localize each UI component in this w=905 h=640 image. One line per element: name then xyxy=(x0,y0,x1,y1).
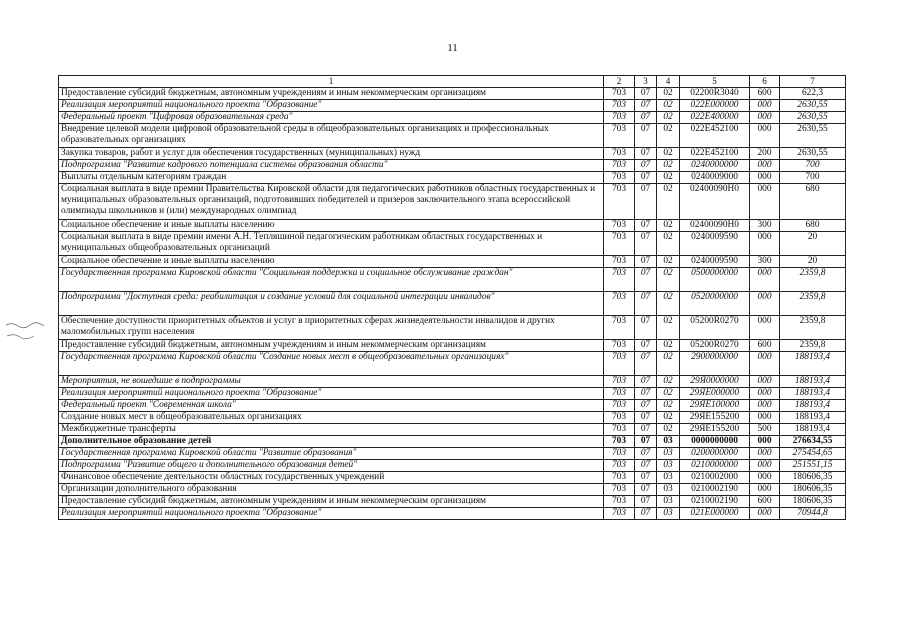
table-row xyxy=(59,184,846,220)
row-code-cell: 703 xyxy=(604,256,635,268)
table-row xyxy=(59,220,846,232)
column-header: 3 xyxy=(635,76,657,88)
row-expense-type-cell: 000 xyxy=(750,100,780,112)
row-subsection-cell: 03 xyxy=(657,496,680,508)
row-code-cell: 703 xyxy=(604,88,635,100)
row-amount-cell: 700 xyxy=(780,172,846,184)
row-expense-type-cell: 600 xyxy=(750,496,780,508)
row-name-cell: Социальная выплата в виде премии Правительства Кировской области для педагогических работников областных государственных и муниципальных образовательных организаций, подготовивших победителей и призеров заключительного этапа всероссийской олимпиады школьников и (или) международных олимпиад xyxy=(59,184,604,220)
row-section-cell: 07 xyxy=(635,148,657,160)
row-name-cell: Подпрограмма "Развитие общего и дополнительного образования детей" xyxy=(59,460,604,472)
row-expense-type-cell: 600 xyxy=(750,88,780,100)
table-row xyxy=(59,352,846,376)
row-name-cell: Реализация мероприятий национального проекта "Образование" xyxy=(59,100,604,112)
row-amount-cell: 275454,65 xyxy=(780,448,846,460)
row-subsection-cell: 02 xyxy=(657,412,680,424)
row-subsection-cell: 03 xyxy=(657,484,680,496)
row-article-cell: 02400090Н0 xyxy=(680,220,750,232)
row-name-cell: Федеральный проект "Цифровая образовательная среда" xyxy=(59,112,604,124)
row-subsection-cell: 03 xyxy=(657,472,680,484)
row-article-cell: 021E000000 xyxy=(680,508,750,520)
row-subsection-cell: 03 xyxy=(657,460,680,472)
row-article-cell: 022E452100 xyxy=(680,148,750,160)
table-row xyxy=(59,292,846,316)
row-section-cell: 07 xyxy=(635,232,657,256)
row-article-cell: 0240009590 xyxy=(680,232,750,256)
table-row xyxy=(59,232,846,256)
row-article-cell: 2900000000 xyxy=(680,352,750,376)
row-subsection-cell: 03 xyxy=(657,508,680,520)
row-article-cell: 02200R3040 xyxy=(680,88,750,100)
row-amount-cell: 251551,15 xyxy=(780,460,846,472)
row-code-cell: 703 xyxy=(604,508,635,520)
row-subsection-cell: 02 xyxy=(657,220,680,232)
row-name-cell: Предоставление субсидий бюджетным, автономным учреждениям и иным некоммерческим организациям xyxy=(59,496,604,508)
row-name-cell: Дополнительное образование детей xyxy=(59,436,604,448)
row-name-cell: Государственная программа Кировской области "Развитие образования" xyxy=(59,448,604,460)
row-expense-type-cell: 300 xyxy=(750,220,780,232)
row-name-cell: Социальное обеспечение и иные выплаты населению xyxy=(59,256,604,268)
row-section-cell: 07 xyxy=(635,484,657,496)
margin-scribble xyxy=(4,320,54,342)
row-amount-cell: 180606,35 xyxy=(780,496,846,508)
row-expense-type-cell: 000 xyxy=(750,436,780,448)
row-subsection-cell: 02 xyxy=(657,388,680,400)
table-row xyxy=(59,172,846,184)
row-code-cell: 703 xyxy=(604,172,635,184)
row-code-cell: 703 xyxy=(604,460,635,472)
row-article-cell: 0520000000 xyxy=(680,292,750,316)
row-expense-type-cell: 000 xyxy=(750,388,780,400)
row-article-cell: 29Я0000000 xyxy=(680,376,750,388)
table-row xyxy=(59,316,846,340)
row-code-cell: 703 xyxy=(604,412,635,424)
row-section-cell: 07 xyxy=(635,472,657,484)
row-subsection-cell: 02 xyxy=(657,112,680,124)
row-section-cell: 07 xyxy=(635,160,657,172)
row-amount-cell: 680 xyxy=(780,184,846,220)
row-subsection-cell: 02 xyxy=(657,316,680,340)
row-code-cell: 703 xyxy=(604,388,635,400)
row-section-cell: 07 xyxy=(635,256,657,268)
row-name-cell: Создание новых мест в общеобразовательных организациях xyxy=(59,412,604,424)
row-expense-type-cell: 000 xyxy=(750,400,780,412)
row-expense-type-cell: 000 xyxy=(750,484,780,496)
row-code-cell: 703 xyxy=(604,352,635,376)
row-code-cell: 703 xyxy=(604,448,635,460)
row-name-cell: Социальная выплата в виде премии имени А.Н. Тепляшиной педагогическим работникам областных государственных и муниципальных общеобразовательных организаций xyxy=(59,232,604,256)
row-code-cell: 703 xyxy=(604,316,635,340)
column-header: 4 xyxy=(657,76,680,88)
row-code-cell: 703 xyxy=(604,400,635,412)
row-expense-type-cell: 000 xyxy=(750,124,780,148)
row-expense-type-cell: 000 xyxy=(750,412,780,424)
row-article-cell: 0210002000 xyxy=(680,472,750,484)
row-section-cell: 07 xyxy=(635,88,657,100)
row-code-cell: 703 xyxy=(604,100,635,112)
row-code-cell: 703 xyxy=(604,292,635,316)
row-section-cell: 07 xyxy=(635,400,657,412)
row-expense-type-cell: 000 xyxy=(750,292,780,316)
row-name-cell: Предоставление субсидий бюджетным, автономным учреждениям и иным некоммерческим организациям xyxy=(59,88,604,100)
table-row xyxy=(59,268,846,292)
row-amount-cell: 680 xyxy=(780,220,846,232)
row-name-cell: Реализация мероприятий национального проекта "Образование" xyxy=(59,388,604,400)
budget-table xyxy=(58,75,846,520)
row-amount-cell: 188193,4 xyxy=(780,424,846,436)
row-amount-cell: 276634,55 xyxy=(780,436,846,448)
row-article-cell: 02400090Н0 xyxy=(680,184,750,220)
row-expense-type-cell: 000 xyxy=(750,316,780,340)
row-code-cell: 703 xyxy=(604,184,635,220)
row-article-cell: 0210000000 xyxy=(680,460,750,472)
row-amount-cell: 180606,35 xyxy=(780,484,846,496)
table-row xyxy=(59,508,846,520)
row-subsection-cell: 02 xyxy=(657,424,680,436)
table-row xyxy=(59,436,846,448)
table-row xyxy=(59,400,846,412)
row-section-cell: 07 xyxy=(635,124,657,148)
row-code-cell: 703 xyxy=(604,424,635,436)
row-amount-cell: 188193,4 xyxy=(780,352,846,376)
row-expense-type-cell: 000 xyxy=(750,376,780,388)
row-subsection-cell: 02 xyxy=(657,88,680,100)
table-row xyxy=(59,256,846,268)
row-code-cell: 703 xyxy=(604,340,635,352)
row-name-cell: Мероприятия, не вошедшие в подпрограммы xyxy=(59,376,604,388)
row-amount-cell: 188193,4 xyxy=(780,376,846,388)
row-section-cell: 07 xyxy=(635,172,657,184)
row-name-cell: Социальное обеспечение и иные выплаты населению xyxy=(59,220,604,232)
row-amount-cell: 180606,35 xyxy=(780,472,846,484)
row-article-cell: 29ЯЕ100000 xyxy=(680,400,750,412)
table-row xyxy=(59,88,846,100)
row-amount-cell: 622,3 xyxy=(780,88,846,100)
row-amount-cell: 2630,55 xyxy=(780,124,846,148)
row-code-cell: 703 xyxy=(604,124,635,148)
row-article-cell: 0500000000 xyxy=(680,268,750,292)
row-code-cell: 703 xyxy=(604,484,635,496)
row-subsection-cell: 02 xyxy=(657,172,680,184)
page-number: 11 xyxy=(447,42,458,54)
row-name-cell: Обеспечение доступности приоритетных объектов и услуг в приоритетных сферах жизнедеятельности инвалидов и других маломобильных групп населения xyxy=(59,316,604,340)
row-name-cell: Государственная программа Кировской области "Создание новых мест в общеобразовательных организациях" xyxy=(59,352,604,376)
row-subsection-cell: 02 xyxy=(657,340,680,352)
row-article-cell: 0000000000 xyxy=(680,436,750,448)
row-amount-cell: 2359,8 xyxy=(780,292,846,316)
row-subsection-cell: 02 xyxy=(657,256,680,268)
row-name-cell: Выплаты отдельным категориям граждан xyxy=(59,172,604,184)
row-name-cell: Организации дополнительного образования xyxy=(59,484,604,496)
table-row xyxy=(59,340,846,352)
column-header: 1 xyxy=(59,76,604,88)
row-name-cell: Внедрение целевой модели цифровой образовательной среды в общеобразовательных организациях и профессиональных образовательных организациях xyxy=(59,124,604,148)
row-article-cell: 0240009000 xyxy=(680,172,750,184)
column-header: 2 xyxy=(604,76,635,88)
row-expense-type-cell: 000 xyxy=(750,112,780,124)
table-header-row xyxy=(59,76,846,88)
column-header: 5 xyxy=(680,76,750,88)
row-name-cell: Подпрограмма "Доступная среда: реабилитация и создание условий для социальной интеграции инвалидов" xyxy=(59,292,604,316)
row-amount-cell: 20 xyxy=(780,256,846,268)
row-amount-cell: 2359,8 xyxy=(780,316,846,340)
row-code-cell: 703 xyxy=(604,220,635,232)
row-expense-type-cell: 500 xyxy=(750,424,780,436)
table-row xyxy=(59,472,846,484)
row-amount-cell: 700 xyxy=(780,160,846,172)
row-expense-type-cell: 000 xyxy=(750,172,780,184)
row-section-cell: 07 xyxy=(635,184,657,220)
row-section-cell: 07 xyxy=(635,220,657,232)
row-subsection-cell: 02 xyxy=(657,148,680,160)
row-subsection-cell: 03 xyxy=(657,436,680,448)
row-name-cell: Государственная программа Кировской области "Социальная поддержка и социальное обслуживание граждан" xyxy=(59,268,604,292)
row-amount-cell: 188193,4 xyxy=(780,412,846,424)
row-subsection-cell: 02 xyxy=(657,400,680,412)
row-article-cell: 29ЯЕ155200 xyxy=(680,412,750,424)
row-amount-cell: 2630,55 xyxy=(780,148,846,160)
row-code-cell: 703 xyxy=(604,436,635,448)
row-expense-type-cell: 300 xyxy=(750,256,780,268)
row-article-cell: 29ЯЕ155200 xyxy=(680,424,750,436)
row-amount-cell: 70944,8 xyxy=(780,508,846,520)
row-section-cell: 07 xyxy=(635,268,657,292)
row-subsection-cell: 02 xyxy=(657,184,680,220)
row-article-cell: 0240009590 xyxy=(680,256,750,268)
row-subsection-cell: 02 xyxy=(657,124,680,148)
row-section-cell: 07 xyxy=(635,112,657,124)
row-article-cell: 0210002190 xyxy=(680,484,750,496)
row-code-cell: 703 xyxy=(604,376,635,388)
row-expense-type-cell: 000 xyxy=(750,448,780,460)
row-section-cell: 07 xyxy=(635,436,657,448)
row-code-cell: 703 xyxy=(604,496,635,508)
row-section-cell: 07 xyxy=(635,496,657,508)
table-row xyxy=(59,124,846,148)
table-row xyxy=(59,112,846,124)
row-expense-type-cell: 000 xyxy=(750,460,780,472)
row-section-cell: 07 xyxy=(635,100,657,112)
row-section-cell: 07 xyxy=(635,292,657,316)
row-subsection-cell: 02 xyxy=(657,268,680,292)
table-row xyxy=(59,160,846,172)
row-subsection-cell: 02 xyxy=(657,100,680,112)
row-amount-cell: 2359,8 xyxy=(780,340,846,352)
row-code-cell: 703 xyxy=(604,160,635,172)
row-section-cell: 07 xyxy=(635,376,657,388)
row-expense-type-cell: 000 xyxy=(750,268,780,292)
row-expense-type-cell: 000 xyxy=(750,160,780,172)
row-amount-cell: 2359,8 xyxy=(780,268,846,292)
table-row xyxy=(59,100,846,112)
row-section-cell: 07 xyxy=(635,460,657,472)
row-code-cell: 703 xyxy=(604,472,635,484)
row-article-cell: 022E400000 xyxy=(680,112,750,124)
row-subsection-cell: 02 xyxy=(657,352,680,376)
row-article-cell: 022E452100 xyxy=(680,124,750,148)
row-section-cell: 07 xyxy=(635,316,657,340)
row-article-cell: 0210002190 xyxy=(680,496,750,508)
row-code-cell: 703 xyxy=(604,268,635,292)
row-article-cell: 0240000000 xyxy=(680,160,750,172)
table-row xyxy=(59,448,846,460)
row-section-cell: 07 xyxy=(635,388,657,400)
row-subsection-cell: 03 xyxy=(657,448,680,460)
row-amount-cell: 188193,4 xyxy=(780,388,846,400)
row-amount-cell: 20 xyxy=(780,232,846,256)
row-subsection-cell: 02 xyxy=(657,292,680,316)
row-section-cell: 07 xyxy=(635,508,657,520)
row-article-cell: 05200R0270 xyxy=(680,340,750,352)
table-row xyxy=(59,424,846,436)
table-row xyxy=(59,388,846,400)
row-code-cell: 703 xyxy=(604,148,635,160)
row-article-cell: 05200R0270 xyxy=(680,316,750,340)
column-header: 6 xyxy=(750,76,780,88)
table-row xyxy=(59,148,846,160)
row-expense-type-cell: 000 xyxy=(750,352,780,376)
table-row xyxy=(59,460,846,472)
row-section-cell: 07 xyxy=(635,448,657,460)
row-amount-cell: 2630,55 xyxy=(780,100,846,112)
row-name-cell: Закупка товаров, работ и услуг для обеспечения государственных (муниципальных) нужд xyxy=(59,148,604,160)
table-row xyxy=(59,484,846,496)
row-section-cell: 07 xyxy=(635,340,657,352)
row-expense-type-cell: 000 xyxy=(750,232,780,256)
row-section-cell: 07 xyxy=(635,424,657,436)
row-subsection-cell: 02 xyxy=(657,160,680,172)
row-name-cell: Федеральный проект "Современная школа" xyxy=(59,400,604,412)
row-name-cell: Реализация мероприятий национального проекта "Образование" xyxy=(59,508,604,520)
row-subsection-cell: 02 xyxy=(657,232,680,256)
row-article-cell: 29ЯЕ000000 xyxy=(680,388,750,400)
row-article-cell: 0200000000 xyxy=(680,448,750,460)
row-section-cell: 07 xyxy=(635,412,657,424)
row-article-cell: 022E000000 xyxy=(680,100,750,112)
column-header: 7 xyxy=(780,76,846,88)
row-name-cell: Финансовое обеспечение деятельности областных государственных учреждений xyxy=(59,472,604,484)
row-amount-cell: 188193,4 xyxy=(780,400,846,412)
row-name-cell: Подпрограмма "Развитие кадрового потенциала системы образования области" xyxy=(59,160,604,172)
row-code-cell: 703 xyxy=(604,232,635,256)
row-expense-type-cell: 000 xyxy=(750,472,780,484)
table-row xyxy=(59,412,846,424)
row-expense-type-cell: 200 xyxy=(750,148,780,160)
table-row xyxy=(59,376,846,388)
row-subsection-cell: 02 xyxy=(657,376,680,388)
row-expense-type-cell: 600 xyxy=(750,340,780,352)
row-amount-cell: 2630,55 xyxy=(780,112,846,124)
row-expense-type-cell: 000 xyxy=(750,184,780,220)
row-name-cell: Межбюджетные трансферты xyxy=(59,424,604,436)
row-code-cell: 703 xyxy=(604,112,635,124)
row-name-cell: Предоставление субсидий бюджетным, автономным учреждениям и иным некоммерческим организациям xyxy=(59,340,604,352)
row-expense-type-cell: 000 xyxy=(750,508,780,520)
row-section-cell: 07 xyxy=(635,352,657,376)
table-row xyxy=(59,496,846,508)
